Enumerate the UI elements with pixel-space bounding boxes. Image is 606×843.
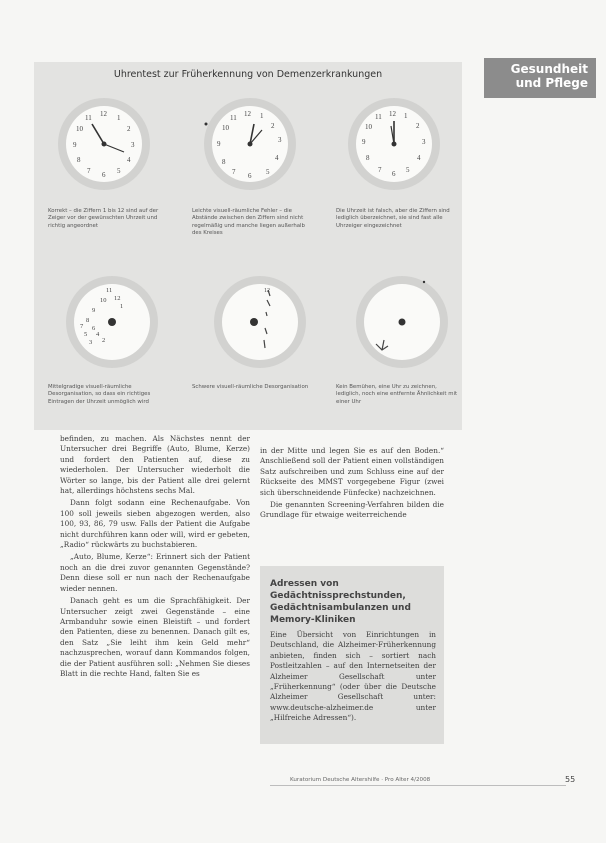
- figure-caption-6: Kein Bemühen, eine Uhr zu zeichnen, lediglich, noch eine entfernte Ähnlichkeit mit einer Uhr: [336, 384, 458, 405]
- clock-drawing-1: [54, 94, 154, 194]
- footer-rule: [270, 785, 566, 786]
- clock-drawing-6: [352, 272, 452, 372]
- svg-text:4: 4: [417, 154, 421, 162]
- svg-text:11: 11: [375, 113, 382, 121]
- page-number: 55: [565, 775, 576, 784]
- svg-text:11: 11: [85, 114, 92, 122]
- footer-source: Kuratorium Deutsche Altershilfe · Pro Alter 4/2008: [290, 777, 431, 783]
- svg-text:4: 4: [96, 331, 100, 338]
- svg-text:6: 6: [102, 171, 106, 179]
- svg-text:8: 8: [366, 154, 370, 162]
- paragraph: Die genannten Screening-Verfahren bilden die Grundlage für etwaige weiterreichende: [260, 500, 444, 520]
- figure-caption-2: Leichte visuell-räumliche Fehler – die Abstände zwischen den Ziffern sind nicht regelmäßig und manche liegen außerhalb des Kreises: [192, 208, 305, 237]
- svg-text:8: 8: [86, 317, 90, 324]
- svg-text:9: 9: [217, 140, 221, 148]
- svg-text:9: 9: [73, 141, 77, 149]
- svg-text:3: 3: [89, 339, 93, 346]
- svg-text:12: 12: [244, 110, 251, 118]
- svg-text:2: 2: [271, 122, 275, 130]
- figure-caption-4: Mittelgradige visuell-räumliche Desorganisation, so dass ein richtiges Eintragen der Uhrzeit unmöglich wird: [48, 384, 151, 405]
- svg-text:11: 11: [230, 114, 237, 122]
- clock-drawing-2: [200, 94, 300, 194]
- svg-text:1: 1: [260, 112, 264, 120]
- figure-caption-5: Schwere visuell-räumliche Desorganisation: [192, 384, 309, 390]
- left-column: [60, 434, 250, 681]
- svg-text:6: 6: [92, 325, 96, 332]
- paragraph: Dann folgt sodann eine Rechenaufgabe. Von 100 soll jeweils sieben abgezogen werden, also 100, 93, 86, 79 usw. Falls der Patient die Aufgabe nicht durchführen kann oder will, wird er gebeten, „Radio“ rückwärts zu buchstabieren.: [60, 498, 250, 550]
- paragraph: in der Mitte und legen Sie es auf den Boden.“ Anschließend soll der Patient einen vollständigen Satz aufschreiben und zum Schluss eine auf der Rückseite des MMST vorgegebene Figur (zwei sich überschneidende Fünfecke) nachzeichnen.: [260, 446, 444, 497]
- figure-caption-3: Die Uhrzeit ist falsch, aber die Ziffern sind lediglich überzeichnet, sie sind fast alle Uhrzeiger eingezeichnet: [336, 208, 450, 229]
- svg-text:5: 5: [266, 168, 270, 176]
- svg-text:12: 12: [389, 110, 396, 118]
- right-column: [260, 446, 444, 523]
- section-tab: Gesundheit und Pflege: [484, 58, 596, 98]
- svg-text:7: 7: [87, 167, 91, 175]
- svg-text:1: 1: [117, 114, 121, 122]
- clock-drawing-4: [62, 272, 162, 372]
- svg-text:3: 3: [422, 138, 426, 146]
- svg-text:5: 5: [117, 167, 121, 175]
- clock-drawing-5: [210, 272, 310, 372]
- svg-text:12: 12: [264, 288, 270, 294]
- svg-text:2: 2: [102, 337, 106, 344]
- svg-text:7: 7: [232, 168, 236, 176]
- svg-text:12: 12: [100, 110, 107, 118]
- svg-text:8: 8: [222, 158, 226, 166]
- svg-text:4: 4: [275, 154, 279, 162]
- svg-text:9: 9: [362, 138, 366, 146]
- svg-text:6: 6: [392, 170, 396, 178]
- svg-text:8: 8: [77, 156, 81, 164]
- info-box: [260, 566, 444, 744]
- figure-title: Uhrentest zur Früherkennung von Demenzerkrankungen: [113, 69, 383, 80]
- svg-text:7: 7: [378, 166, 382, 174]
- paragraph: befinden, zu machen. Als Nächstes nennt der Untersucher drei Begriffe (Auto, Blume, Kerze) und fordert den Patienten auf, diese zu wiederholen. Der Untersucher wiederholt die Wörter so lange, bis der Patient alle drei gelernt hat, allerdings höchstens sechs Mal.: [60, 434, 250, 496]
- svg-text:10: 10: [222, 124, 229, 132]
- svg-text:3: 3: [131, 141, 135, 149]
- clock-drawing-3: [344, 94, 444, 194]
- info-box-title: Adressen von Gedächtnissprechstunden, Gedächtnisambulanzen und Memory-Kliniken: [270, 579, 411, 625]
- svg-text:6: 6: [248, 172, 252, 180]
- info-box-text: Eine Übersicht von Einrichtungen in Deutschland, die Alzheimer-Früherkennung anbieten, finden sich – sortiert nach Postleitzahlen – auf den Internetseiten der Alzheimer Gesellschaft unter „Früherkennung“ (oder über die Deutsche Alzheimer Gesellschaft unter: www.deutsche-alzheimer.de unter „Hilfreiche Adressen“).: [270, 630, 436, 723]
- svg-text:5: 5: [406, 166, 410, 174]
- paragraph: „Auto, Blume, Kerze“: Erinnert sich der Patient noch an die drei zuvor genannten Gegenstände? Denn diese soll er nun nach der Rechenaufgabe wieder nennen.: [60, 552, 250, 593]
- svg-text:3: 3: [278, 136, 282, 144]
- svg-text:11: 11: [106, 287, 113, 294]
- svg-text:10: 10: [100, 297, 107, 304]
- svg-text:5: 5: [84, 331, 88, 338]
- svg-text:2: 2: [416, 122, 420, 130]
- svg-text:12: 12: [114, 295, 121, 302]
- svg-text:1: 1: [404, 112, 408, 120]
- svg-text:2: 2: [127, 125, 131, 133]
- svg-text:4: 4: [127, 156, 131, 164]
- figure-caption-1: Korrekt – die Ziffern 1 bis 12 sind auf der Zeiger vor der gewünschten Uhrzeit und richtig angeordnet: [48, 208, 159, 229]
- svg-text:10: 10: [76, 125, 83, 133]
- clock-test-figure: [34, 62, 462, 430]
- svg-text:10: 10: [365, 123, 372, 131]
- svg-text:9: 9: [92, 307, 96, 314]
- paragraph: Danach geht es um die Sprachfähigkeit. Der Untersucher zeigt zwei Gegenstände – eine Armbanduhr sowie einen Bleistift – und fordert den Patienten, diese zu benennen. Danach gilt es, den Satz „Sie leiht ihm kein Geld mehr“ nachzusprechen, worauf dann Kommandos folgen, die der Patient ausführen soll: „Nehmen Sie dieses Blatt in die rechte Hand, falten Sie es: [60, 596, 250, 678]
- svg-text:1: 1: [120, 303, 124, 310]
- svg-text:7: 7: [80, 323, 84, 330]
